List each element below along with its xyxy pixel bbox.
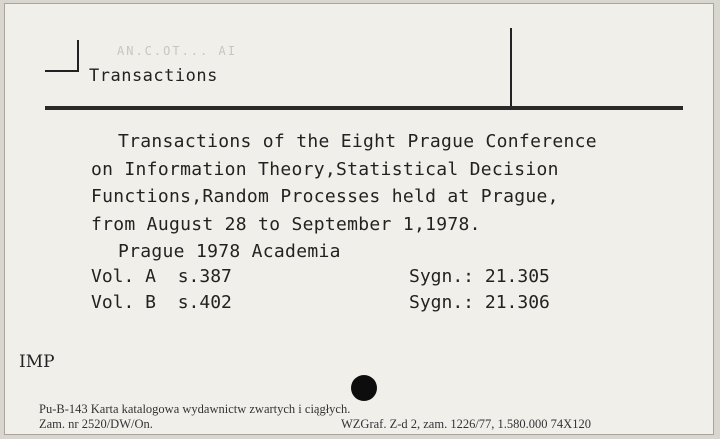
imp-mark: IMP [19, 352, 55, 372]
description-line: on Information Theory,Statistical Decision [91, 158, 559, 180]
volume-b: Vol. B s.402 [91, 292, 232, 313]
corner-mark-horizontal [45, 70, 79, 72]
description-line: Transactions of the Eight Prague Conference [118, 131, 597, 152]
signature-a: Sygn.: 21.305 [409, 266, 550, 287]
description [91, 128, 597, 266]
horizontal-rule [45, 106, 683, 110]
description-line: from August 28 to September 1,1978. [91, 213, 481, 235]
punch-hole [351, 375, 377, 401]
faint-stamp-text: AN.C.OT... AI [117, 44, 237, 58]
footer-line-2-right: WZGraf. Z-d 2, zam. 1226/77, 1.580.000 74X120 [341, 417, 591, 431]
card-heading: Transactions [89, 66, 218, 86]
description-line: Functions,Random Processes held at Prague, [91, 186, 559, 207]
volume-a: Vol. A s.387 [91, 266, 232, 287]
vertical-divider [510, 28, 512, 108]
footer-line-1: Pu-B-143 Karta katalogowa wydawnictw zwartych i ciągłych. [39, 402, 351, 416]
imprint-line: Prague 1978 Academia [118, 241, 341, 262]
catalog-card [4, 3, 714, 435]
footer-line-2-left: Zam. nr 2520/DW/On. [39, 417, 153, 431]
corner-mark-vertical [77, 40, 79, 72]
signature-b: Sygn.: 21.306 [409, 292, 550, 313]
